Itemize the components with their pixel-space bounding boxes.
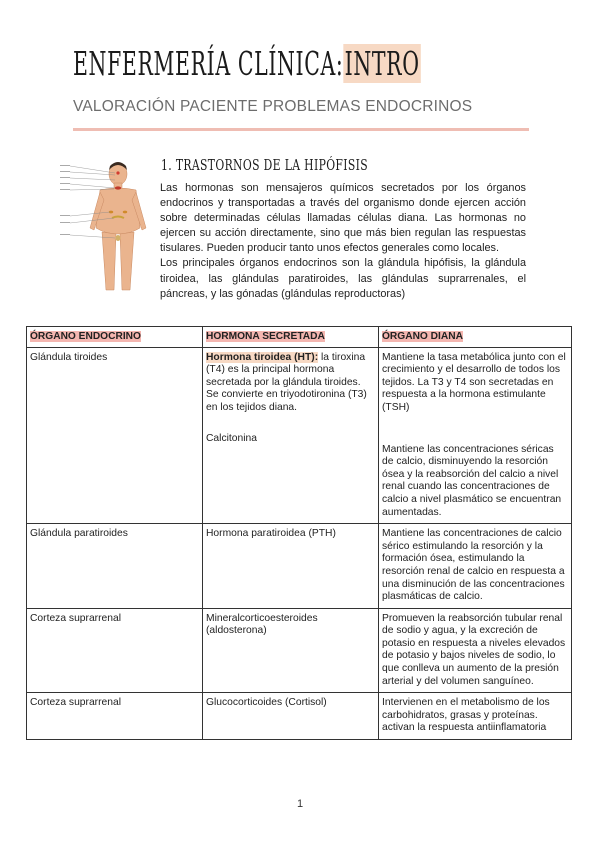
column-header: ÓRGANO ENDOCRINO (27, 327, 203, 348)
section-heading: 1. TRASTORNOS DE LA HIPÓFISIS (161, 156, 369, 174)
endocrine-anatomy-figure (60, 160, 152, 292)
title-divider (73, 128, 529, 131)
organ-cell: Corteza suprarrenal (27, 608, 203, 693)
intro-paragraph: Los principales órganos endocrinos son la glándula hipófisis, la glándula tiroidea, las glándulas paratiroides, las glándulas suprarrenales, el páncreas, y las gónadas (glándulas reproductoras) (160, 257, 526, 300)
endocrine-table (26, 326, 572, 740)
hormone-cell: Hormona tiroidea (HT): la tiroxina (T4) es la principal hormona secretada por la glándula tiroides. Se convierte en triyodotironina (T3) en los tejidos diana. Calcitonina (203, 347, 379, 524)
target-cell: Promueven la reabsorción tubular renal de sodio y agua, y la excreción de potasio en respuesta a niveles elevados de potasio y bajos niveles de sodio, lo que conlleva un aumento de la presión arterial y del volumen sanguíneo. (379, 608, 572, 693)
target-cell: Mantiene las concentraciones de calcio sérico estimulando la resorción y la formación ósea, estimulando la resorción renal de calcio en respuesta a una disminución de las concentraciones plasmáticas de calcio. (379, 524, 572, 609)
organ-cell: Glándula tiroides (27, 347, 203, 524)
title-highlight: INTRO (344, 44, 420, 83)
table-row (27, 693, 572, 740)
hormone-cell: Glucocorticoides (Cortisol) (203, 693, 379, 740)
intro-paragraph: Las hormonas son mensajeros químicos secretados por los órganos endocrinos y transportadas a través del organismo donde ejercen acción sobre determinadas células llamadas células diana. Las hormonas no ejercen su acción directamente, sino que más bien regulan las respuestas tisulares. Pueden producir tanto unos efectos generales como locales. (160, 182, 526, 255)
table-row (27, 347, 572, 524)
hormone-bold-label: Hormona tiroidea (HT): (206, 351, 319, 363)
hormone-cell: Hormona paratiroidea (PTH) (203, 524, 379, 609)
table-row (27, 608, 572, 693)
organ-cell: Glándula paratiroides (27, 524, 203, 609)
page-title: ENFERMERÍA CLÍNICA:INTRO (73, 44, 420, 83)
target-cell: Mantiene la tasa metabólica junto con el crecimiento y el desarrollo de todos los tejidos. La T3 y T4 son secretadas en respuesta a la hormona estimulante (TSH) Mantiene las concentraciones séricas de calcio, disminuyendo la resorción ósea y la reabsorción del calcio a nivel renal cuando las concentraciones de calcio a nivel plasmático se encuentran aumentadas. (379, 347, 572, 524)
table-header-row (27, 327, 572, 348)
target-cell: Intervienen en el metabolismo de los carbohidratos, grasas y proteínas. activan la respuesta antiinflamatoria (379, 693, 572, 740)
column-header: ÓRGANO DIANA (379, 327, 572, 348)
column-header: HORMONA SECRETADA (203, 327, 379, 348)
page-number: 1 (296, 798, 304, 810)
organ-cell: Corteza suprarrenal (27, 693, 203, 740)
page-subtitle: VALORACIÓN PACIENTE PROBLEMAS ENDOCRINOS (73, 98, 473, 115)
intro-text (160, 181, 526, 302)
hormone-cell: Mineralcorticoesteroides (aldosterona) (203, 608, 379, 693)
table-row (27, 524, 572, 609)
